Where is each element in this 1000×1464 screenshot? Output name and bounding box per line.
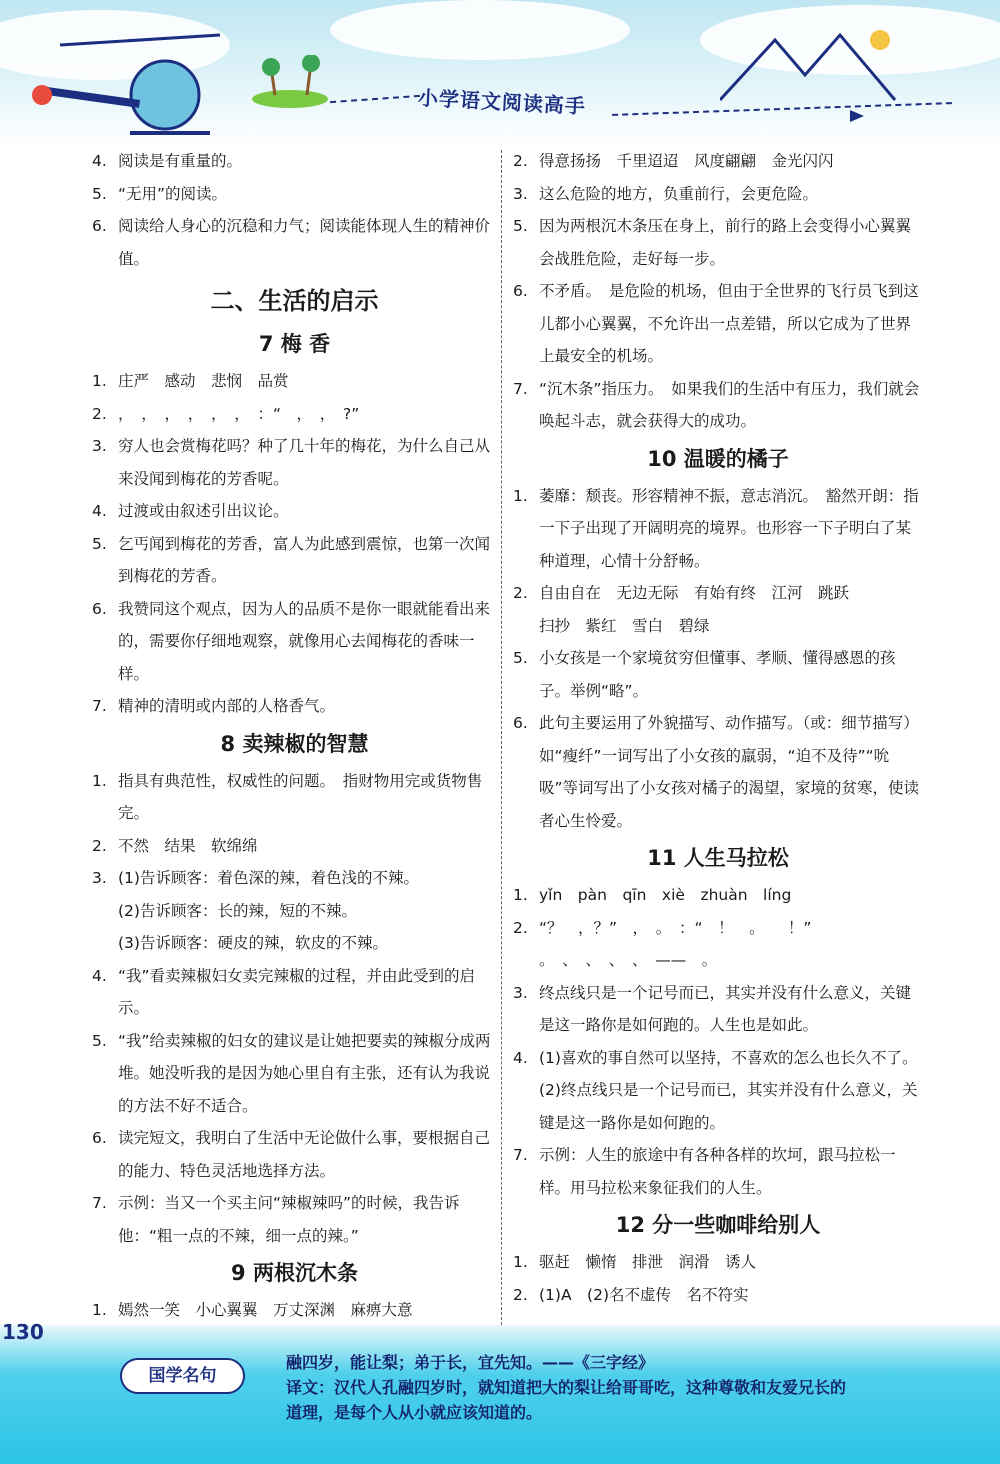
answer-item bbox=[513, 879, 923, 912]
answer-item bbox=[513, 145, 923, 178]
answer-number: 4. bbox=[92, 152, 107, 170]
answer-text: ， ， ， ， ， ， ：“ ， ， ?” bbox=[118, 404, 360, 423]
answer-item bbox=[513, 373, 923, 438]
answer-text: 我赞同这个观点，因为人的品质不是你一眼就能看出来的，需要你仔细地观察，就像用心去闻梅花的香味一样。 bbox=[118, 599, 491, 683]
answer-text: 嫣然一笑 小心翼翼 万丈深渊 麻痹大意 bbox=[118, 1301, 413, 1319]
answer-item bbox=[513, 275, 923, 373]
lesson-title: 11 人生马拉松 bbox=[647, 846, 789, 870]
answer-number: 1. bbox=[92, 771, 107, 790]
answer-number: 7. bbox=[513, 379, 528, 398]
answer-item bbox=[513, 1139, 923, 1204]
quote-line: 融四岁，能让梨；弟于长，宜先知。——《三字经》 bbox=[286, 1353, 655, 1372]
answer-text: 因为两根沉木条压在身上，前行的路上会变得小心翼翼会战胜危险，走好每一步。 bbox=[539, 217, 912, 268]
answer-number: 3. bbox=[513, 983, 528, 1002]
answer-item bbox=[92, 178, 497, 211]
lesson-title: 8 卖辣椒的智慧 bbox=[220, 731, 369, 756]
quote-line: 道理，是每个人从小就应该知道的。 bbox=[286, 1403, 543, 1422]
answer-text: 驱赶 懒惰 排泄 润滑 诱人 bbox=[539, 1253, 757, 1271]
answer-item bbox=[513, 1042, 923, 1075]
answer-text: 这么危险的地方，负重前行，会更危险。 bbox=[539, 184, 819, 203]
answer-number: 1. bbox=[513, 486, 528, 505]
header-banner bbox=[0, 0, 1000, 145]
answer-text: 示例：人生的旅途中有各种各样的坎坷，跟马拉松一样。用马拉松来象征我们的人生。 bbox=[539, 1146, 896, 1197]
answer-continuation: (2)终点线只是一个记号而已，其实并没有什么意义，关键是这一路你是如何跑的。 bbox=[539, 1081, 918, 1132]
answer-item bbox=[92, 495, 497, 528]
answer-text: 得意扬扬 千里迢迢 风度翩翩 金光闪闪 bbox=[539, 152, 834, 170]
answer-text: 阅读是有重量的。 bbox=[118, 152, 243, 170]
classic-quote bbox=[286, 1350, 986, 1425]
answer-text: 过渡或由叙述引出议论。 bbox=[118, 502, 289, 520]
answer-text: 自由自在 无边无际 有始有终 江河 跳跃 bbox=[539, 584, 850, 602]
lesson-title: 10 温暖的橘子 bbox=[647, 446, 789, 471]
answer-item bbox=[92, 398, 497, 431]
answer-number: 5. bbox=[513, 649, 528, 667]
right-column bbox=[513, 145, 923, 1311]
answer-text: “沉木条”指压力。 如果我们的生活中有压力，我们就会唤起斗志，就会获得大的成功。 bbox=[539, 379, 920, 430]
island-illustration bbox=[245, 55, 335, 110]
answer-number: 1. bbox=[92, 372, 107, 390]
answer-number: 7. bbox=[92, 697, 107, 715]
answer-number: 3. bbox=[513, 184, 528, 203]
answer-text: 小女孩是一个家境贫穷但懂事、孝顺、懂得感恩的孩子。举例“略”。 bbox=[539, 649, 896, 700]
answer-item bbox=[92, 862, 497, 895]
answer-text: 乞丐闻到梅花的芳香，富人为此感到震惊，也第一次闻到梅花的芳香。 bbox=[118, 534, 491, 585]
answer-item bbox=[513, 642, 923, 707]
answer-item bbox=[513, 1246, 923, 1279]
answer-number: 6. bbox=[92, 217, 107, 235]
answer-text: (1)喜欢的事自然可以坚持，不喜欢的怎么也长久不了。 bbox=[539, 1048, 918, 1067]
answer-text: “我”给卖辣椒的妇女的建议是让她把要卖的辣椒分成两堆。她没听我的是因为她心里自有主张，还有认为我说的方法不好不适合。 bbox=[118, 1031, 491, 1115]
answer-continuation: 。 、 、 、 、 —— 。 bbox=[539, 951, 718, 969]
answer-item bbox=[513, 707, 923, 837]
answer-continuation: 扫抄 紫红 雪白 碧绿 bbox=[539, 616, 710, 635]
answer-number: 6. bbox=[513, 714, 528, 732]
answer-item bbox=[92, 593, 497, 691]
classic-quote-badge: 国学名句 bbox=[120, 1358, 245, 1394]
answer-text: 精神的清明或内部的人格香气。 bbox=[118, 697, 336, 715]
answer-text: 阅读给人身心的沉稳和力气；阅读能体现人生的精神价值。 bbox=[118, 217, 491, 268]
answer-text: 示例：当又一个买主问“辣椒辣吗”的时候，我告诉他：“粗一点的不辣，细一点的辣。” bbox=[118, 1194, 460, 1245]
quote-line: 译文：汉代人孔融四岁时，就知道把大的梨让给哥哥吃，这种尊敬和友爱兄长的 bbox=[286, 1378, 847, 1397]
page-number: 130 bbox=[2, 1320, 44, 1344]
answer-number: 4. bbox=[92, 966, 107, 985]
answer-text: 读完短文，我明白了生活中无论做什么事，要根据自己的能力、特色灵活地选择方法。 bbox=[118, 1129, 491, 1180]
answer-number: 6. bbox=[92, 599, 107, 618]
answer-text: “？ ，？” ， 。 ：“ ！ 。 ！” bbox=[539, 918, 812, 937]
answer-number: 5. bbox=[92, 184, 107, 203]
answer-text: 此句主要运用了外貌描写、动作描写。（或：细节描写）如“瘦纤”一词写出了小女孩的羸弱，“迫不及待”“吮吸”等词写出了小女孩对橘子的渴望，家境的贫寒，使读者心生怜爱。 bbox=[539, 714, 920, 830]
section-heading: 二、生活的启示 bbox=[210, 287, 379, 315]
answer-number: 3. bbox=[92, 869, 107, 887]
answer-text: 不然 结果 软绵绵 bbox=[118, 836, 258, 855]
answer-item bbox=[513, 912, 923, 945]
lesson-title: 9 两根沉木条 bbox=[231, 1261, 358, 1285]
answer-item bbox=[92, 1122, 497, 1187]
answer-text: (1)告诉顾客：着色深的辣，着色浅的不辣。 bbox=[118, 869, 419, 887]
answer-item bbox=[92, 960, 497, 1025]
helicopter-illustration bbox=[20, 25, 240, 140]
answer-number: 5. bbox=[92, 534, 107, 553]
column-divider bbox=[501, 150, 502, 1330]
answer-text: 指具有典范性，权威性的问题。 指财物用完或货物售完。 bbox=[118, 771, 483, 822]
lesson-title: 12 分一些咖啡给别人 bbox=[615, 1213, 821, 1237]
answer-text: yǐn pàn qīn xiè zhuàn líng bbox=[539, 886, 792, 904]
answer-item bbox=[92, 765, 497, 830]
answer-item bbox=[92, 430, 497, 495]
answer-number: 2. bbox=[513, 152, 528, 170]
answer-number: 1. bbox=[513, 1253, 528, 1271]
answer-number: 5. bbox=[513, 217, 528, 235]
answer-text: “无用”的阅读。 bbox=[118, 184, 228, 203]
answer-item bbox=[92, 830, 497, 863]
answer-number: 6. bbox=[92, 1129, 107, 1147]
answer-text: 穷人也会赏梅花吗？种了几十年的梅花，为什么自己从来没闻到梅花的芳香呢。 bbox=[118, 437, 491, 488]
dashed-path bbox=[330, 95, 420, 103]
answer-continuation: (2)告诉顾客：长的辣，短的不辣。 bbox=[118, 901, 357, 920]
answer-item bbox=[92, 528, 497, 593]
answer-number: 5. bbox=[92, 1031, 107, 1050]
answer-number: 2. bbox=[513, 1285, 528, 1304]
answer-number: 7. bbox=[92, 1194, 107, 1212]
answer-text: (1)A (2)名不虚传 名不符实 bbox=[539, 1285, 749, 1304]
mountain-illustration bbox=[720, 20, 920, 105]
answer-number: 4. bbox=[92, 502, 107, 520]
answer-number: 3. bbox=[92, 437, 107, 455]
answer-text: 不矛盾。 是危险的机场，但由于全世界的飞行员飞到这儿都小心翼翼，不允许出一点差错，所以它成为了世界上最安全的机场。 bbox=[539, 282, 919, 365]
answer-number: 2. bbox=[92, 404, 107, 423]
answer-item bbox=[92, 365, 497, 398]
answer-item bbox=[513, 178, 923, 211]
answer-number: 1. bbox=[513, 886, 528, 904]
answer-number: 6. bbox=[513, 282, 528, 300]
answer-text: 萎靡：颓丧。形容精神不振，意志消沉。 豁然开朗：指一下子出现了开阔明亮的境界。也形容一下子明白了某种道理，心情十分舒畅。 bbox=[539, 486, 919, 570]
answer-continuation: (3)告诉顾客：硬皮的辣，软皮的不辣。 bbox=[118, 934, 388, 952]
answer-item bbox=[513, 977, 923, 1042]
arrow-icon bbox=[850, 110, 864, 122]
left-column bbox=[92, 145, 497, 1359]
answer-text: 终点线只是一个记号而已，其实并没有什么意义，关键是这一路你是如何跑的。人生也是如此。 bbox=[539, 983, 912, 1034]
answer-number: 1. bbox=[92, 1301, 107, 1319]
answer-item bbox=[513, 1279, 923, 1312]
cloud-decoration bbox=[330, 0, 630, 60]
answer-item bbox=[513, 577, 923, 610]
answer-item bbox=[513, 210, 923, 275]
answer-text: “我”看卖辣椒妇女卖完辣椒的过程，并由此受到的启示。 bbox=[118, 966, 476, 1017]
answer-number: 4. bbox=[513, 1048, 528, 1067]
answer-number: 2. bbox=[513, 918, 528, 937]
answer-item bbox=[92, 1025, 497, 1123]
answer-item bbox=[92, 1187, 497, 1252]
answer-number: 7. bbox=[513, 1146, 528, 1164]
answer-number: 2. bbox=[92, 836, 107, 855]
answer-item bbox=[92, 145, 497, 178]
lesson-title: 7 梅 香 bbox=[258, 332, 331, 356]
series-title: 小学语文阅读高手 bbox=[417, 85, 587, 119]
answer-text: 庄严 感动 悲悯 品赏 bbox=[118, 372, 289, 390]
answer-item bbox=[513, 480, 923, 578]
answer-item bbox=[92, 1294, 497, 1327]
answer-item bbox=[92, 210, 497, 275]
answer-number: 2. bbox=[513, 584, 528, 602]
answer-item bbox=[92, 690, 497, 723]
